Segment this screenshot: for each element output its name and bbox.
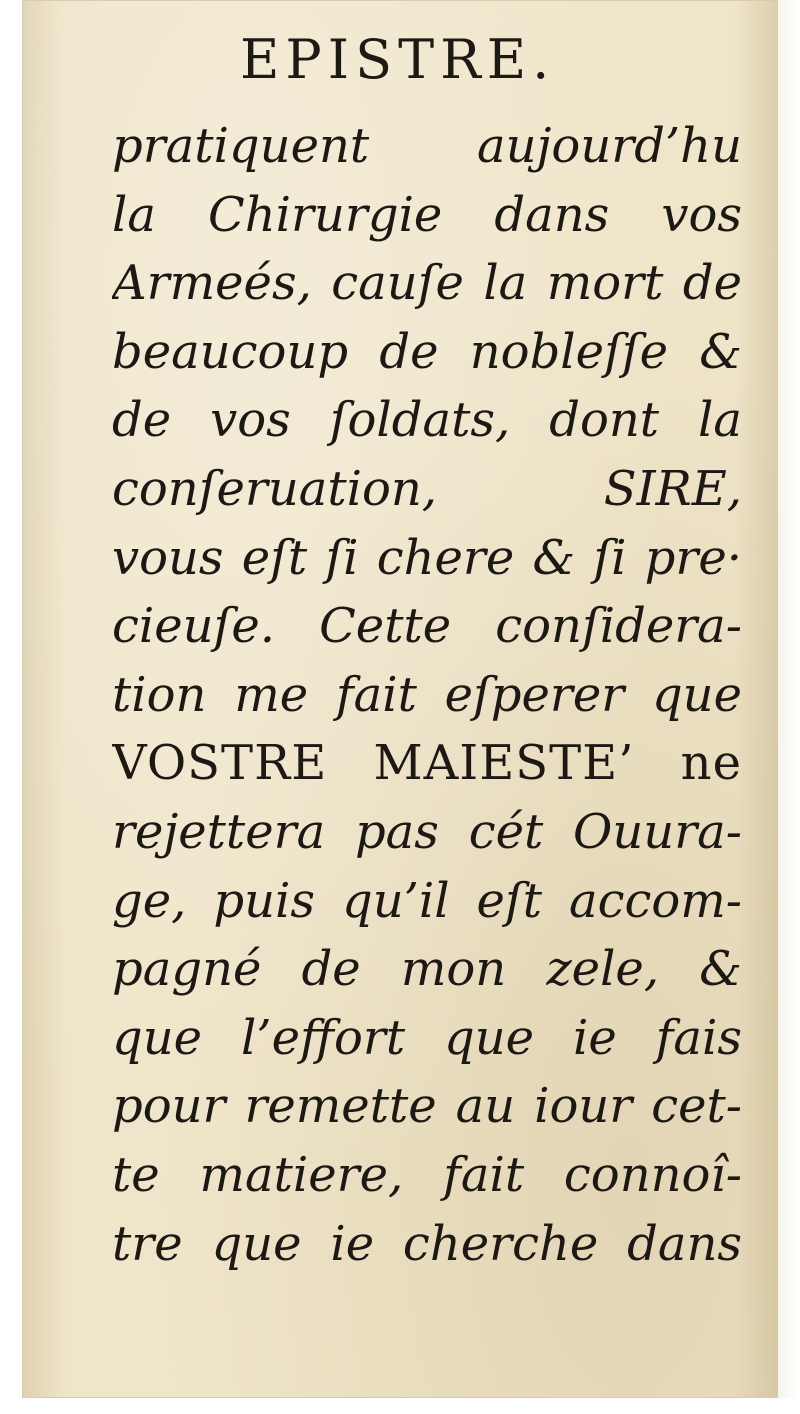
- text-line: la Chirurgie dans vos: [112, 186, 742, 243]
- text-line: pratiquent aujourd’hu: [112, 118, 742, 174]
- text-block: [112, 112, 742, 1278]
- page-edge: [778, 0, 800, 1414]
- text-line: pagné de mon zele, &: [112, 941, 742, 998]
- text-line: beaucoup de nobleſſe &: [112, 323, 742, 380]
- text-line: conſeruation, SIRE,: [112, 460, 742, 517]
- text-line: Armeés, cauſe la mort de: [112, 255, 742, 312]
- text-line: de vos ſoldats, dont la: [112, 392, 742, 449]
- text-line: vous eſt ſi chere & ſi pre·: [112, 529, 742, 586]
- running-head: EPISTRE.: [240, 28, 556, 91]
- text-line: cieuſe. Cette conſidera-: [112, 598, 742, 655]
- text-line: pour remette au iour cet-: [112, 1078, 742, 1135]
- text-line: VOSTRE MAIESTE’ ne: [112, 735, 742, 792]
- text-line: rejettera pas cét Ouura-: [112, 803, 742, 860]
- text-line: que l’effort que ie fais: [112, 1009, 742, 1066]
- text-line: tion me fait eſperer que: [112, 666, 742, 723]
- page-bottom-edge: [0, 1398, 800, 1414]
- text-line: ge, puis qu’il eſt accom-: [112, 872, 742, 929]
- text-line: te matiere, fait connoî-: [112, 1146, 742, 1203]
- text-line: tre que ie cherche dans: [112, 1215, 742, 1272]
